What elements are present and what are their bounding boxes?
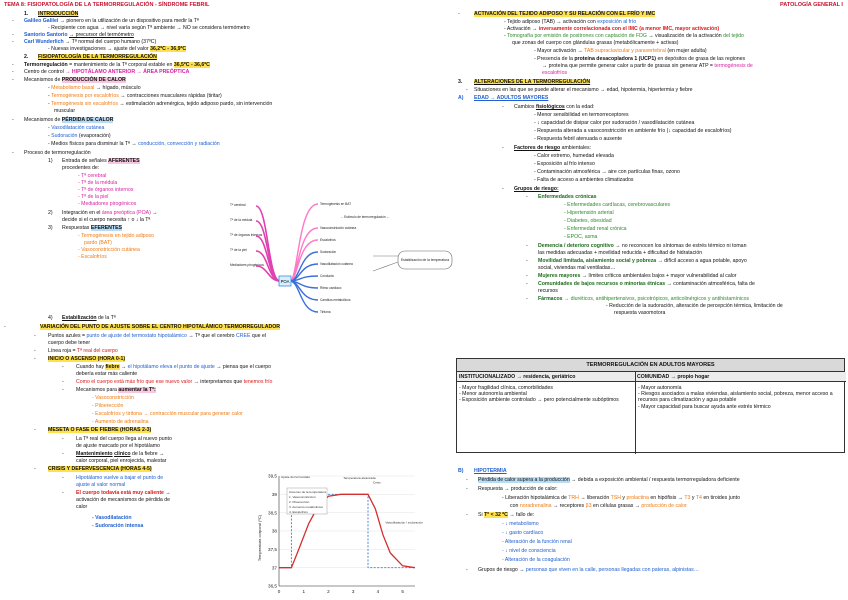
produccion-item: - Termogénesis por escalofríos → contracciones musculares rápidas (tiritar) bbox=[48, 93, 222, 99]
perdida-item: - Vasodilatación cutánea bbox=[48, 125, 105, 131]
grupos-riesgo-hipotermia: Grupos de riesgo → personas que viven en la calle, personas llegadas con pateras, alpinistas… bbox=[478, 567, 699, 573]
perdida-item: - Sudoración (evaporación) bbox=[48, 133, 111, 139]
perdida-item: - Medios físicos para disminuir la Tª → conducción, convección y radiación bbox=[48, 141, 220, 147]
chart-annotation: Crisis bbox=[372, 480, 381, 485]
adiposo-subitem: - Presencia de la proteína desacopladora 1 (UCP1) en depósitos de grasa de las regiones bbox=[534, 56, 746, 62]
bullet: - bbox=[34, 348, 36, 354]
table-col2-header: COMUNIDAD → propio hogar bbox=[635, 372, 846, 382]
galileo-item: Galileo Galilei → pionero en la utilización de un dispositivo para medir la Tª bbox=[24, 18, 199, 24]
factor-item: - Calor extremo, humedad elevada bbox=[534, 153, 614, 159]
puntos-azules-cont: cuerpo debe tener bbox=[48, 340, 91, 346]
diagram-right-label: Vasodilatación cutánea bbox=[320, 262, 353, 266]
step-2-cont: decide si el cuerpo necesita ↑ o ↓ la Tª bbox=[62, 217, 151, 223]
centro-control: Centro de control → HIPOTÁLAMO ANTERIOR → ÁREA PREÓPTICA bbox=[24, 69, 190, 75]
bullet: - bbox=[34, 333, 36, 339]
bullet: - bbox=[466, 477, 468, 483]
cambio-item: - Respuesta febril atenuada o ausente bbox=[534, 136, 622, 142]
tejido-adiposo-heading: ACTIVACIÓN DEL TEJIDO ADIPOSO Y SU RELACIÓN CON EL FRÍO Y IMC bbox=[474, 11, 656, 17]
crisis-item-cont: ajuste al valor normal bbox=[76, 482, 126, 488]
demencia-item-cont: las medidas adecuadas + movilidad reducida + dificultad de hidratación bbox=[538, 250, 703, 256]
efferent-item: - Vasoconstricción cutánea bbox=[78, 247, 140, 253]
bullet: - bbox=[466, 567, 468, 573]
variacion-heading: VARIACIÓN DEL PUNTO DE AJUSTE SOBRE EL CENTRO HIPOTALÁMICO TERMORREGULADOR bbox=[40, 324, 280, 330]
bullet: - bbox=[34, 427, 36, 433]
diagram-right-label: Termogénesis en BAT bbox=[320, 202, 352, 206]
meseta-item-cont: calor corporal, piel enrojecida, malestar bbox=[76, 458, 167, 464]
afferent-item: - Mediadores pirogénicos bbox=[78, 201, 137, 207]
table-col2-cell bbox=[636, 382, 844, 413]
chart-x-tick-label: 5 bbox=[401, 589, 404, 594]
diagram-center-label: POA bbox=[280, 279, 290, 284]
enfermedad-item: - Enfermedad renal crónica bbox=[564, 226, 627, 232]
meseta-item: Mantenimiento clínico de la fiebre → bbox=[76, 451, 165, 457]
bullet: - bbox=[502, 186, 504, 192]
bullet: - bbox=[62, 451, 64, 457]
aumento-item: - Vasoconstricción bbox=[92, 395, 134, 401]
fase-meseta-heading: MESETA O FASE DE FIEBRE (HORAS 2-3) bbox=[48, 427, 152, 433]
letter-b: B) bbox=[458, 468, 464, 474]
crisis-item: Hipotálamo vuelve a bajar el punto de bbox=[76, 475, 164, 481]
bullet: - bbox=[62, 364, 64, 370]
afferent-item: - Tª de órganos internos bbox=[78, 187, 134, 193]
santorio-item: Santorio Santorio → precursor del termómetro bbox=[24, 32, 134, 38]
efferent-item-cont: pardo (BAT) bbox=[84, 240, 112, 246]
chart-y-tick-label: 39 bbox=[271, 491, 277, 497]
section-1-title: INTRODUCCIÓN bbox=[38, 11, 79, 17]
bullet: - bbox=[502, 145, 504, 151]
hipotermia-def: Pérdida de calor supera a la producción → debida a exposición ambiental / respuesta termorreguladora deficiente bbox=[478, 477, 740, 483]
diagram-out-label: Estabilización de la temperatura bbox=[400, 258, 450, 262]
chart-x-tick-label: 3 bbox=[351, 589, 355, 594]
perdida-heading: Mecanismos de PÉRDIDA DE CALOR bbox=[24, 117, 114, 123]
bullet: - bbox=[526, 273, 528, 279]
movilidad-item: Movilidad limitada, aislamiento social y pobreza → difícil acceso a agua potable, apoyo bbox=[538, 258, 747, 264]
fever-chart bbox=[255, 468, 425, 600]
bullet: - bbox=[4, 324, 6, 330]
step-number: 1) bbox=[48, 158, 53, 164]
adiposo-subitem: - Mayor activación → TAB supraclavicular y paravertebral (en mujer adulta) bbox=[534, 48, 707, 54]
adiposo-item: - Activación → inversamente correlacionada con el IMC (a menor IMC, mayor activación) bbox=[504, 26, 720, 32]
diagram-right-label: Sudoración bbox=[320, 250, 337, 254]
respuesta-item-cont: con noradrenalina → receptores β3 en células grasas → producción de calor bbox=[510, 503, 687, 509]
enfermedad-item: - EPOC, asma bbox=[564, 234, 598, 240]
edad-heading: EDAD → ADULTOS MAYORES bbox=[474, 95, 549, 101]
diagram-left-label: Tª cerebral bbox=[230, 203, 246, 207]
factor-item: - Exposición al frío intenso bbox=[534, 161, 595, 167]
produccion-item: - Termogénesis sin escalofríos → estimulación adrenérgica, tejido adiposo pardo, sin intervención bbox=[48, 101, 273, 107]
factor-item: - Contaminación atmosférica → aire con partículas finas, ozono bbox=[534, 169, 680, 175]
cambio-item: - Respuesta alterada a vasoconstricción en ambiente frío (↓ capacidad de escalofríos) bbox=[534, 128, 732, 134]
linea-roja: Línea roja = Tª real del cuerpo bbox=[48, 348, 118, 354]
letter-a: A) bbox=[458, 95, 464, 101]
chart-y-axis-label: Temperatura corporal (ºC) bbox=[257, 514, 262, 562]
comunidades-item-cont: recursos bbox=[538, 288, 558, 294]
respuesta-item: - Liberación hipotalámica de TRH → liberación TSH y prolactina en hipófisis → T3 y T4 en tiroides junto bbox=[502, 495, 740, 501]
step-2: Integración en el área preóptica (POA) → bbox=[62, 210, 158, 216]
inicio-item: Cuando hay fiebre → el hipotálamo eleva el punto de ajuste → piensa que el cuerpo bbox=[76, 364, 272, 370]
inicio-item-cont: debería estar más caliente bbox=[76, 371, 138, 377]
cambio-item: - Menor sensibilidad en termorreceptores bbox=[534, 112, 629, 118]
table-cell-item: - Menor autonomía ambiental bbox=[459, 391, 527, 398]
adiposo-item: - Tomografía por emisión de positrones con captación de FDG → visualización de la activación del tejido bbox=[504, 33, 744, 39]
bullet: - bbox=[12, 117, 14, 123]
table-cell-item: - Mayor fragilidad clínica, comorbilidades bbox=[459, 385, 553, 391]
chart-y-tick-label: 37,5 bbox=[268, 546, 277, 552]
bullet: - bbox=[526, 194, 528, 200]
diagram-right-label: Escalofríos bbox=[320, 238, 336, 242]
efferent-item: - Escalofríos bbox=[78, 254, 107, 260]
perdida-calor-item: - Sudoración intensa bbox=[92, 523, 144, 529]
bullet: - bbox=[12, 32, 14, 38]
chart-y-tick-label: 38 bbox=[271, 528, 277, 534]
produccion-item: - Metabolismo basal → hígado, músculo bbox=[48, 85, 141, 91]
bullet: - bbox=[526, 258, 528, 264]
bullet: - bbox=[526, 243, 528, 249]
bullet: - bbox=[62, 490, 64, 496]
fallo-item: - ↓ metabolismo bbox=[502, 521, 539, 527]
section-3-title: ALTERACIONES DE LA TERMORREGULACIÓN bbox=[474, 79, 591, 85]
adiposo-subitem-cont: escalofríos bbox=[542, 70, 568, 76]
bullet: - bbox=[62, 387, 64, 393]
demencia-item: Demencia / deterioro cognitivo → no reconocen los síntomas de estrés térmico ni toman bbox=[538, 243, 747, 249]
aumento-item: - Aumento de adrenalina bbox=[92, 419, 149, 425]
section-3-number: 3. bbox=[458, 79, 463, 85]
chart-legend-entry: 4. Escalofríos bbox=[289, 510, 308, 514]
bullet: - bbox=[502, 104, 504, 110]
table-col1-cell bbox=[457, 382, 635, 407]
perdida-calor-item: - Vasodilatación bbox=[92, 515, 132, 521]
termorregulacion-def: Termorregulación = mantenimiento de la Tª corporal estable en 36,5ºC - 36,6ºC bbox=[24, 62, 210, 68]
afferent-item: - Tª de la médula bbox=[78, 180, 118, 186]
step-1: Entrada de señales AFERENTES bbox=[62, 158, 140, 164]
meseta-item: La Tª real del cuerpo llega al nuevo punto bbox=[76, 436, 172, 442]
chart-y-tick-label: 38,5 bbox=[268, 510, 277, 516]
adiposo-subitem-cont: → proteína que permite generar calor a partir de grasas sin generar ATP = termogénesis de bbox=[542, 63, 753, 69]
chart-x-tick-label: 0 bbox=[277, 589, 281, 594]
chart-x-tick-label: 2 bbox=[327, 589, 330, 594]
chart-y-tick-label: 37 bbox=[271, 565, 277, 571]
table-col1-header: INSTITUCIONALIZADO → residencia, geriátrico bbox=[457, 372, 635, 382]
bullet: - bbox=[12, 39, 14, 45]
section-1-number: 1. bbox=[24, 11, 29, 17]
hipotermia-heading: HIPOTERMIA bbox=[474, 468, 507, 474]
chart-legend-entry: 3. Aumento metabolismo bbox=[289, 505, 324, 509]
diagram-left-label: Tª de la médula bbox=[230, 218, 253, 222]
inicio-item: Como el cuerpo está más frío que ese nuevo valor → interpretamos que tenemos frío bbox=[76, 379, 273, 385]
table-cell-item: - Riesgos asociados a malas viviendas, aislamiento social, pobreza, menor acceso a recursos para climatización y agua potable bbox=[638, 391, 833, 404]
table-title: TERMORREGULACIÓN EN ADULTOS MAYORES bbox=[457, 359, 844, 372]
bullet: - bbox=[12, 62, 14, 68]
aumento-item: - Escalofríos y tiritona → contracción muscular para generar calor bbox=[92, 411, 243, 417]
bullet: - bbox=[526, 296, 528, 302]
fase-inicio-heading: INICIO O ASCENSO (HORA 0-1) bbox=[48, 356, 126, 362]
puntos-azules: Puntos azules = punto de ajuste del termostato hipotalámico → Tª que el cerebro CREE que el bbox=[48, 333, 267, 339]
page-header-title: TEMA 8: FISIOPATOLOGÍA DE LA TERMORREGULACIÓN - SÍNDROME FEBRIL bbox=[4, 2, 210, 8]
bullet: - bbox=[12, 69, 14, 75]
fallo-heading: Si Tª < 32 ºC → fallo de: bbox=[478, 512, 535, 518]
factor-item: - Falta de acceso a ambientes climatizados bbox=[534, 177, 634, 183]
produccion-heading: Mecanismos de PRODUCCIÓN DE CALOR bbox=[24, 77, 126, 83]
produccion-item-cont: muscular bbox=[54, 108, 76, 114]
galileo-sub: - Recipiente con agua → nivel varía según Tª ambiente → NO se considera termómetro bbox=[48, 25, 250, 31]
adiposo-item-cont: que zonas del cuerpo con glándulas grasas (metabólicamente + activas) bbox=[512, 40, 679, 46]
enfermedades-cronicas: Enfermedades crónicas bbox=[538, 194, 597, 200]
chart-legend-entry: 2. Piloerección bbox=[289, 500, 310, 504]
diagram-right-label: Tiritona bbox=[320, 310, 331, 314]
diagram-right-label: Vasoconstricción cutánea bbox=[320, 226, 357, 230]
step-number: 4) bbox=[48, 315, 53, 321]
step-number: 3) bbox=[48, 225, 53, 231]
step-4: Estabilización de la Tª bbox=[62, 315, 116, 321]
cambio-item: - ↓ capacidad de disipar calor por sudoración / vasodilatación cutánea bbox=[534, 120, 695, 126]
enfermedad-item: - Hipertensión arterial bbox=[564, 210, 614, 216]
mujeres-item: Mujeres mayores → límites críticos ambientales bajos + mayor vulnerabilidad al calor bbox=[538, 273, 737, 279]
enfermedad-item: - Diabetes, obesidad bbox=[564, 218, 612, 224]
bullet: - bbox=[12, 18, 14, 24]
wunderlich-sub: - Nuevas investigaciones → ajuste del valor 36,2ºC - 36,9ºC bbox=[48, 46, 187, 52]
bullet: - bbox=[12, 77, 14, 83]
bullet: - bbox=[12, 150, 14, 156]
afferent-item: - Tª cerebral bbox=[78, 173, 107, 179]
enfermedad-item: - Enfermedades cardíacas, cerebrovasculares bbox=[564, 202, 671, 208]
chart-annotation: Ajuste del termostato bbox=[281, 475, 311, 479]
bullet: - bbox=[34, 356, 36, 362]
bullet: - bbox=[466, 512, 468, 518]
section-2-number: 2. bbox=[24, 54, 29, 60]
bullet: - bbox=[62, 475, 64, 481]
bullet: - bbox=[62, 436, 64, 442]
diagram-left-label: Mediadores pirogénicos bbox=[230, 263, 264, 267]
movilidad-item-cont: social, viviendas mal ventiladas… bbox=[538, 265, 616, 271]
adultos-mayores-table bbox=[456, 358, 845, 453]
respuesta-heading: Respuesta → producción de calor: bbox=[478, 486, 558, 492]
grupos-riesgo-heading: Grupos de riesgo: bbox=[514, 186, 559, 192]
fase-crisis-heading: CRISIS Y DEFERVESCENCIA (HORAS 4-5) bbox=[48, 466, 152, 472]
section-2-title: FISIOPATOLOGÍA DE LA TERMORREGULACIÓN bbox=[38, 54, 157, 60]
diagram-right-label: Ritmo cardíaco bbox=[320, 286, 342, 290]
chart-y-tick-label: 39,5 bbox=[268, 473, 277, 479]
fallo-item: - Alteración de la función renal bbox=[502, 539, 572, 545]
chart-legend-entry: Ascenso de la temperatura bbox=[289, 490, 326, 494]
bullet: - bbox=[466, 486, 468, 492]
bullet: - bbox=[62, 379, 64, 385]
crisis-item-cont: calor bbox=[76, 504, 88, 510]
chart-annotation: Temperatura alcanzada bbox=[343, 476, 376, 480]
farmacos-item: Fármacos → diuréticos, antihipertensivos, psicotrópicos, anticolinérgicos y antihistamínicos bbox=[538, 296, 750, 302]
chart-y-tick-label: 36,5 bbox=[268, 583, 277, 589]
wunderlich-item: Carl Wunderlich → Tª normal del cuerpo humano (37ºC) bbox=[24, 39, 157, 45]
situaciones-text: Situaciones en las que se puede alterar el mecanismo → edad, hipotermia, hipertermia y fiebre bbox=[474, 87, 693, 93]
diagram-right-label: Conducta bbox=[320, 274, 334, 278]
step-3: Respuestas EFERENTES bbox=[62, 225, 122, 231]
comunidades-item: Comunidades de bajos recursos o minorías étnicas → contaminación atmosférica, falta de bbox=[538, 281, 755, 287]
aumento-item: - Piloerección bbox=[92, 403, 124, 409]
bullet: - bbox=[526, 281, 528, 287]
diagram-right-label: Cambios metabólicos bbox=[320, 298, 351, 302]
inicio-item: Mecanismos para aumentar la Tª: bbox=[76, 387, 156, 393]
efferent-item: - Termogénesis en tejido adiposo bbox=[78, 233, 155, 239]
table-cell-item: - Mayor capacidad para buscar ayuda ante estrés térmico bbox=[638, 403, 771, 410]
fallo-item: - Alteración de la coagulación bbox=[502, 557, 570, 563]
thermoregulation-diagram bbox=[228, 196, 454, 318]
chart-legend-entry: 1. Vasoconstricción bbox=[289, 495, 316, 499]
page-header-subject: PATOLOGÍA GENERAL I bbox=[780, 2, 843, 8]
crisis-item-cont: activación de mecanismos de pérdida de bbox=[76, 497, 171, 503]
fallo-item: - ↓ nivel de consciencia bbox=[502, 548, 556, 554]
step-number: 2) bbox=[48, 210, 53, 216]
adiposo-item: - Tejido adiposo (TAB) → activación con exposición al frío bbox=[504, 19, 637, 25]
diagram-top-label: → Estímulo de termorregulación ← bbox=[340, 215, 390, 219]
bullet: - bbox=[458, 11, 460, 17]
farmacos-sub: - Reducción de la sudoración, alteración de percepción térmica, limitación de bbox=[606, 303, 783, 309]
step-1-cont: procedentes de: bbox=[62, 165, 100, 171]
bullet: - bbox=[34, 466, 36, 472]
diagram-left-label: Tª de la piel bbox=[230, 248, 247, 252]
cambios-heading: Cambios fisiológicos con la edad: bbox=[514, 104, 595, 110]
chart-x-tick-label: 1 bbox=[302, 589, 306, 594]
fallo-item: - ↓ gasto cardíaco bbox=[502, 530, 544, 536]
chart-x-tick-label: 4 bbox=[376, 589, 380, 594]
proceso-heading: Proceso de termorregulación bbox=[24, 150, 91, 156]
chart-annotation: Vasodilatación / sudoración bbox=[385, 520, 423, 525]
crisis-item: El cuerpo todavía está muy caliente → bbox=[76, 490, 171, 496]
table-cell-item: - Exposición ambiente controlado → pero potencialmente subóptimos bbox=[459, 397, 619, 404]
meseta-item-cont: de ajuste marcado por el hipotálamo bbox=[76, 443, 160, 449]
farmacos-sub-cont: respuesta vasomotora bbox=[614, 310, 666, 316]
afferent-item: - Tª de la piel bbox=[78, 194, 109, 200]
factores-heading: Factores de riesgo ambientales: bbox=[514, 145, 592, 151]
diagram-left-label: Tª de órganos internos bbox=[230, 233, 263, 237]
table-cell-item: - Mayor autonomía bbox=[638, 385, 682, 391]
bullet: - bbox=[466, 87, 468, 93]
